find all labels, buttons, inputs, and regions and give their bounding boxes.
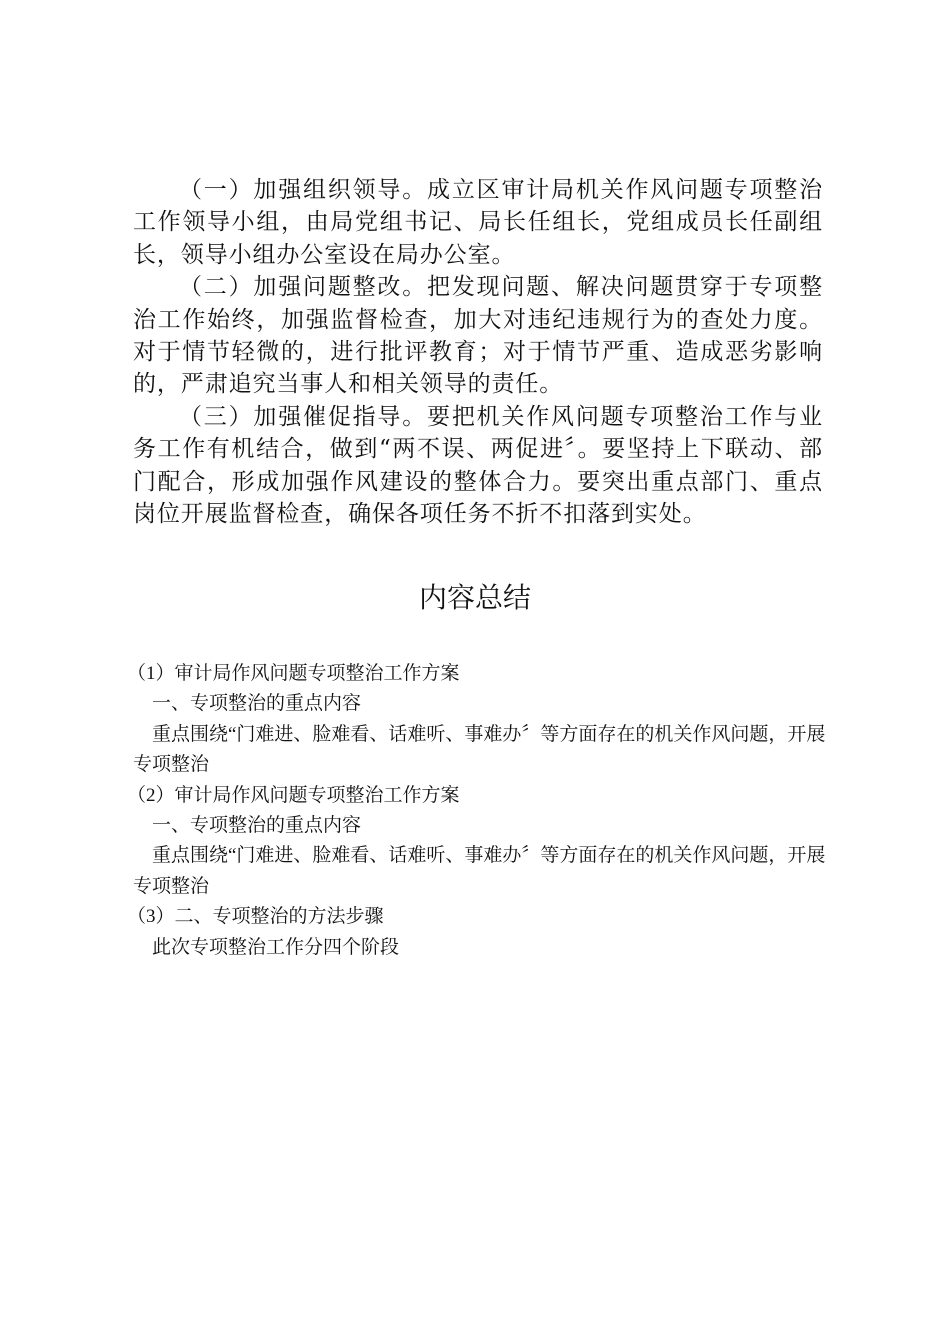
body-text [133,174,823,530]
summary-item [127,902,837,963]
summary-list [127,659,837,963]
summary-item-text: 此次专项整治工作分四个阶段 [152,936,400,958]
summary-item-subheading: 一、专项整治的重点内容 [152,815,362,837]
summary-item-text: 重点围绕“门难进、脸难看、话难听、事难办〞等方面存在的机关作风问题，开展专项整治 [133,845,826,897]
summary-item-heading: （3）二、专项整治的方法步骤 [127,906,384,928]
summary-item-text: 重点围绕“门难进、脸难看、话难听、事难办〞等方面存在的机关作风问题，开展专项整治 [133,723,826,776]
paragraph-organization-leadership: （一）加强组织领导。成立区审计局机关作风问题专项整治工作领导小组，由局党组书记、局长任组长，党组成员长任副组长，领导小组办公室设在局办公室。 [133,177,823,268]
summary-item-subheading: 一、专项整治的重点内容 [152,693,362,715]
summary-item-heading: （2）审计局作风问题专项整治工作方案 [127,784,460,806]
paragraph-problem-rectification: （二）加强问题整改。把发现问题、解决问题贯穿于专项整治工作始终，加强监督检查，加大对违纪违规行为的查处力度。对于情节轻微的，进行批评教育；对于情节严重、造成恶劣影响的，严肃追究当事人和相关领导的责任。 [133,274,823,398]
summary-item-heading: （1）审计局作风问题专项整治工作方案 [127,663,460,684]
summary-item [127,659,837,781]
summary-title: 内容总结 [418,583,531,614]
paragraph-supervision-guidance: （三）加强催促指导。要把机关作风问题专项整治工作与业务工作有机结合，做到“两不误、两促进〞。要坚持上下联动、部门配合，形成加强作风建设的整体合力。要突出重点部门、重点岗位开展监督检查，确保各项任务不折不扣落到实处。 [133,403,823,528]
summary-item [127,781,837,903]
